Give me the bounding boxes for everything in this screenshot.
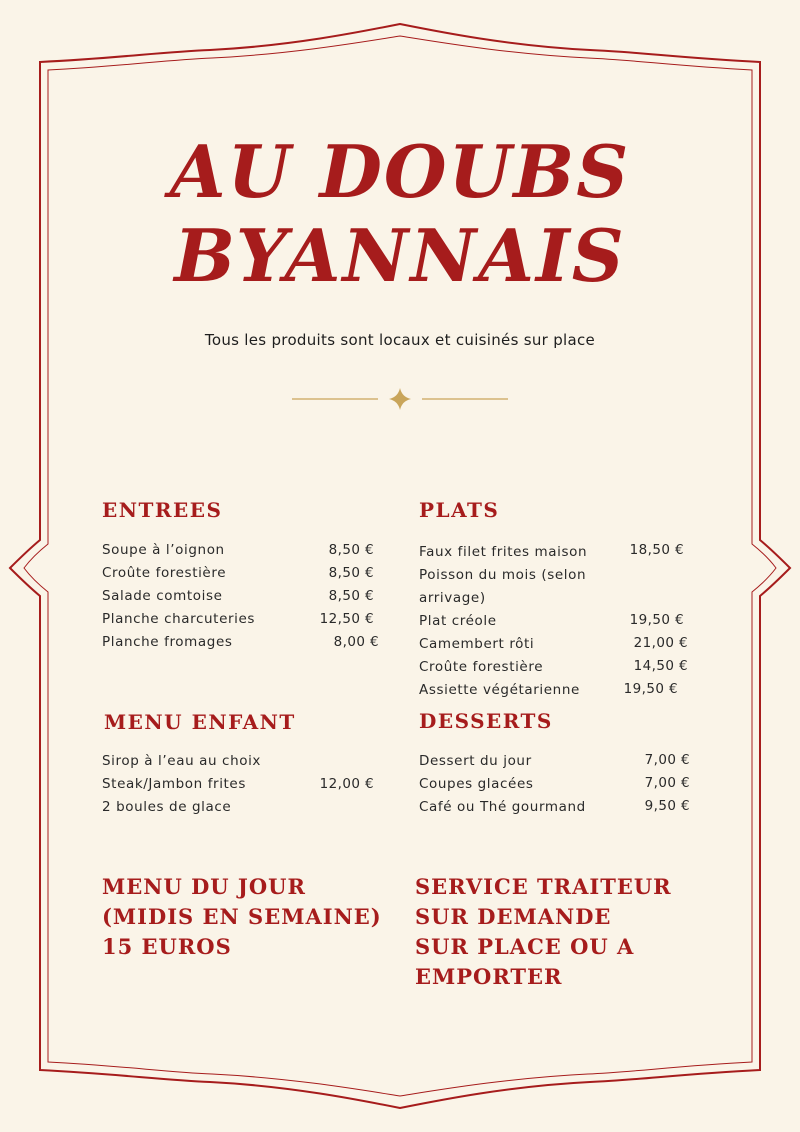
dessert-item-name: Coupes glacées <box>419 776 534 792</box>
plat-item-name: Plat créole <box>419 613 497 629</box>
traiteur-line: SUR DEMANDE <box>415 904 612 929</box>
dessert-item-name: Dessert du jour <box>419 753 532 769</box>
plat-item-name: Croûte forestière <box>419 659 544 675</box>
traiteur-line: SUR PLACE OU A <box>415 934 635 959</box>
tagline: Tous les produits sont locaux et cuisinés sur place <box>204 331 596 349</box>
entree-item-price: 8,50 € <box>328 588 374 604</box>
section-title-menu-enfant: MENU ENFANT <box>104 710 296 734</box>
dessert-item-price: 7,00 € <box>644 752 690 768</box>
restaurant-name-line1: AU DOUBS <box>169 129 631 214</box>
plat-item-name: arrivage) <box>419 590 486 606</box>
entree-item-price: 8,00 € <box>333 634 379 650</box>
entree-item-name: Soupe à l’oignon <box>102 542 225 558</box>
section-title-entrees: ENTREES <box>102 498 223 522</box>
dessert-item-price: 7,00 € <box>644 775 690 791</box>
menu-enfant-item: Sirop à l’eau au choix <box>102 753 262 769</box>
sparkle-divider-icon <box>290 386 510 412</box>
traiteur-line: SERVICE TRAITEUR <box>415 874 672 899</box>
menu-enfant-item: Steak/Jambon frites <box>102 776 246 792</box>
entree-item-name: Planche fromages <box>102 634 233 650</box>
plat-item-name: Poisson du mois (selon <box>419 567 587 583</box>
dessert-item-name: Café ou Thé gourmand <box>419 799 586 815</box>
menu-enfant-item: 2 boules de glace <box>102 799 232 815</box>
entree-item-name: Croûte forestière <box>102 565 227 581</box>
menu-du-jour-line: MENU DU JOUR <box>102 874 306 899</box>
plat-item-price: 18,50 € <box>629 542 684 558</box>
entree-item-price: 8,50 € <box>328 542 374 558</box>
entree-item-price: 12,50 € <box>319 611 374 627</box>
plat-item-name: Camembert rôti <box>419 636 535 652</box>
section-title-plats: PLATS <box>419 498 500 522</box>
plat-item-price: 19,50 € <box>629 612 684 628</box>
plat-item-name: Assiette végétarienne <box>419 682 580 698</box>
dessert-item-price: 9,50 € <box>644 798 690 814</box>
entree-item-price: 8,50 € <box>328 565 374 581</box>
plat-item-name: Faux filet frites maison <box>419 544 588 560</box>
plat-item-price: 14,50 € <box>633 658 688 674</box>
menu-du-jour-price: 15 EUROS <box>102 934 232 959</box>
plat-item-price: 19,50 € <box>623 681 678 697</box>
traiteur-line: EMPORTER <box>415 964 563 989</box>
section-title-desserts: DESSERTS <box>419 709 553 733</box>
plat-item-price: 21,00 € <box>633 635 688 651</box>
menu-du-jour-line: (MIDIS EN SEMAINE) <box>102 904 382 929</box>
menu-enfant-price: 12,00 € <box>319 776 374 792</box>
entree-item-name: Salade comtoise <box>102 588 223 604</box>
entree-item-name: Planche charcuteries <box>102 611 256 627</box>
restaurant-name-line2: BYANNAIS <box>174 213 626 298</box>
